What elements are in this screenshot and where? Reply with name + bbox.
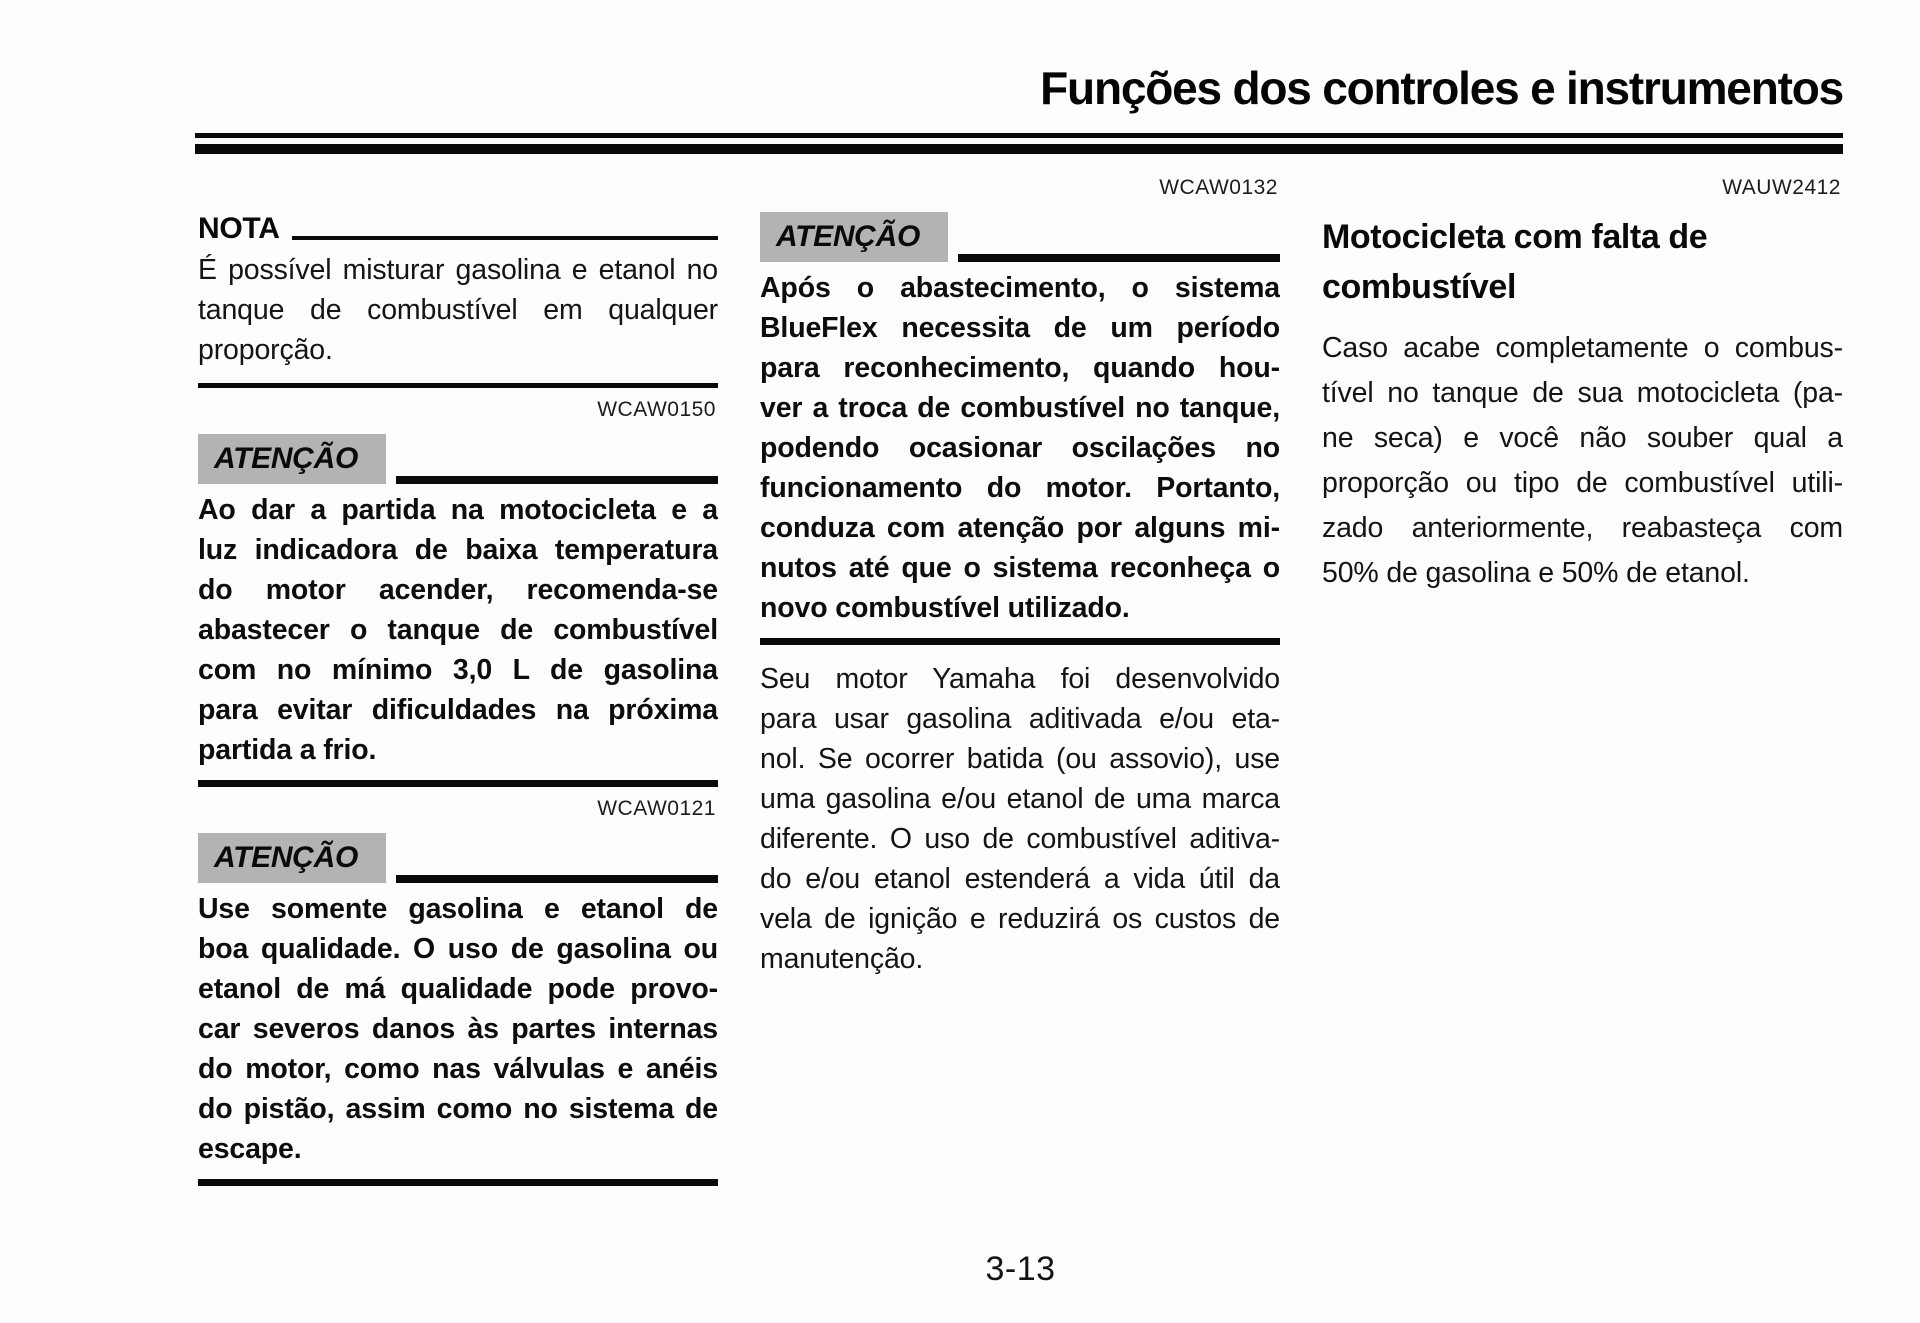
section-code-label: WCAW0132	[1159, 176, 1278, 199]
text-line: para evitar dificuldades na próxima	[198, 694, 718, 726]
text-line: Após o abastecimento, o sistema	[760, 272, 1280, 304]
text-line: diferente. O uso de combustível aditiva-	[760, 823, 1280, 855]
section-heading-line: Motocicleta com falta de	[1322, 218, 1708, 256]
text-line: podendo ocasionar oscilações no	[760, 432, 1280, 464]
note-label: NOTA	[198, 212, 280, 245]
section-end-rule	[198, 780, 718, 787]
text-line: zado anteriormente, reabasteça com	[1322, 512, 1843, 544]
text-line: uma gasolina e/ou etanol de uma marca	[760, 783, 1280, 815]
header-rule-thick	[195, 144, 1843, 154]
attention-label: ATENÇÃO	[198, 833, 386, 883]
text-line: ver a troca de combustível no tanque,	[760, 392, 1280, 424]
note-header-rule	[292, 236, 718, 240]
attention-header-rule	[958, 254, 1280, 262]
section-end-rule	[198, 1179, 718, 1186]
attention-section	[760, 212, 1280, 645]
text-line: funcionamento do motor. Portanto,	[760, 472, 1280, 504]
text-line: etanol de má qualidade pode provo-	[198, 973, 718, 1005]
text-line: BlueFlex necessita de um período	[760, 312, 1280, 344]
attention-label: ATENÇÃO	[760, 212, 948, 262]
attention-header	[198, 833, 718, 883]
attention-label: ATENÇÃO	[198, 434, 386, 484]
text-line: com no mínimo 3,0 L de gasolina	[198, 654, 718, 686]
text-line: proporção.	[198, 334, 333, 366]
attention-header	[198, 434, 718, 484]
body-paragraph	[760, 659, 1280, 979]
attention-header-rule	[396, 476, 718, 484]
text-line: do motor, como nas válvulas e anéis	[198, 1053, 718, 1085]
section-code-label: WCAW0150	[597, 398, 716, 421]
text-line: para usar gasolina aditivada e/ou eta-	[760, 703, 1280, 735]
section-heading	[1322, 212, 1843, 312]
attention-paragraph	[198, 889, 718, 1169]
section-code-label: WAUW2412	[1722, 176, 1841, 199]
text-line: É possível misturar gasolina e etanol no	[198, 254, 718, 286]
note-paragraph	[198, 250, 718, 370]
page-header	[195, 62, 1843, 115]
section-end-rule	[198, 383, 718, 388]
text-line: do pistão, assim como no sistema de	[198, 1093, 718, 1125]
column-left	[198, 160, 718, 1186]
text-line: Use somente gasolina e etanol de	[198, 893, 718, 925]
text-line: tanque de combustível em qualquer	[198, 294, 718, 326]
page-footer	[198, 1250, 1843, 1289]
text-line: do e/ou etanol estenderá a vida útil da	[760, 863, 1280, 895]
page-title: Funções dos controles e instrumentos	[1040, 62, 1843, 114]
paragraph-lines	[1322, 326, 1843, 596]
attention-header	[760, 212, 1280, 262]
text-line: para reconhecimento, quando hou-	[760, 352, 1280, 384]
attention-section	[198, 434, 718, 787]
column-right	[1322, 160, 1843, 596]
text-line: 50% de gasolina e 50% de etanol.	[1322, 557, 1750, 589]
attention-section	[198, 833, 718, 1186]
text-line: luz indicadora de baixa temperatura	[198, 534, 718, 566]
body-paragraph	[1322, 326, 1843, 596]
attention-paragraph	[198, 490, 718, 770]
text-line: abastecer o tanque de combustível	[198, 614, 718, 646]
column-middle	[760, 160, 1280, 979]
text-line: escape.	[198, 1133, 302, 1165]
text-line: nutos até que o sistema reconheça o	[760, 552, 1280, 584]
page-number: 3-13	[985, 1250, 1056, 1288]
text-line: car severos danos às partes internas	[198, 1013, 718, 1045]
note-section	[198, 214, 718, 388]
text-line: vela de ignição e reduzirá os custos de	[760, 903, 1280, 935]
text-line: boa qualidade. O uso de gasolina ou	[198, 933, 718, 965]
note-header	[198, 214, 718, 244]
text-line: Seu motor Yamaha foi desenvolvido	[760, 663, 1280, 695]
section-code-label: WCAW0121	[597, 797, 716, 820]
text-line: ne seca) e você não souber qual a	[1322, 422, 1843, 454]
text-line: do motor acender, recomenda-se	[198, 574, 718, 606]
text-line: partida a frio.	[198, 734, 377, 766]
text-line: manutenção.	[760, 943, 924, 975]
attention-header-rule	[396, 875, 718, 883]
text-line: novo combustível utilizado.	[760, 592, 1130, 624]
text-line: Caso acabe completamente o combus-	[1322, 332, 1843, 364]
text-line: proporção ou tipo de combustível utili-	[1322, 467, 1843, 499]
attention-paragraph	[760, 268, 1280, 628]
header-rule-thin	[195, 133, 1843, 138]
section-end-rule	[760, 638, 1280, 645]
text-line: nol. Se ocorrer batida (ou assovio), use	[760, 743, 1280, 775]
paragraph-lines	[760, 659, 1280, 979]
text-line: conduza com atenção por alguns mi-	[760, 512, 1280, 544]
text-line: Ao dar a partida na motocicleta e a	[198, 494, 718, 526]
section-heading-line: combustível	[1322, 268, 1516, 306]
text-line: tível no tanque de sua motocicleta (pa-	[1322, 377, 1843, 409]
